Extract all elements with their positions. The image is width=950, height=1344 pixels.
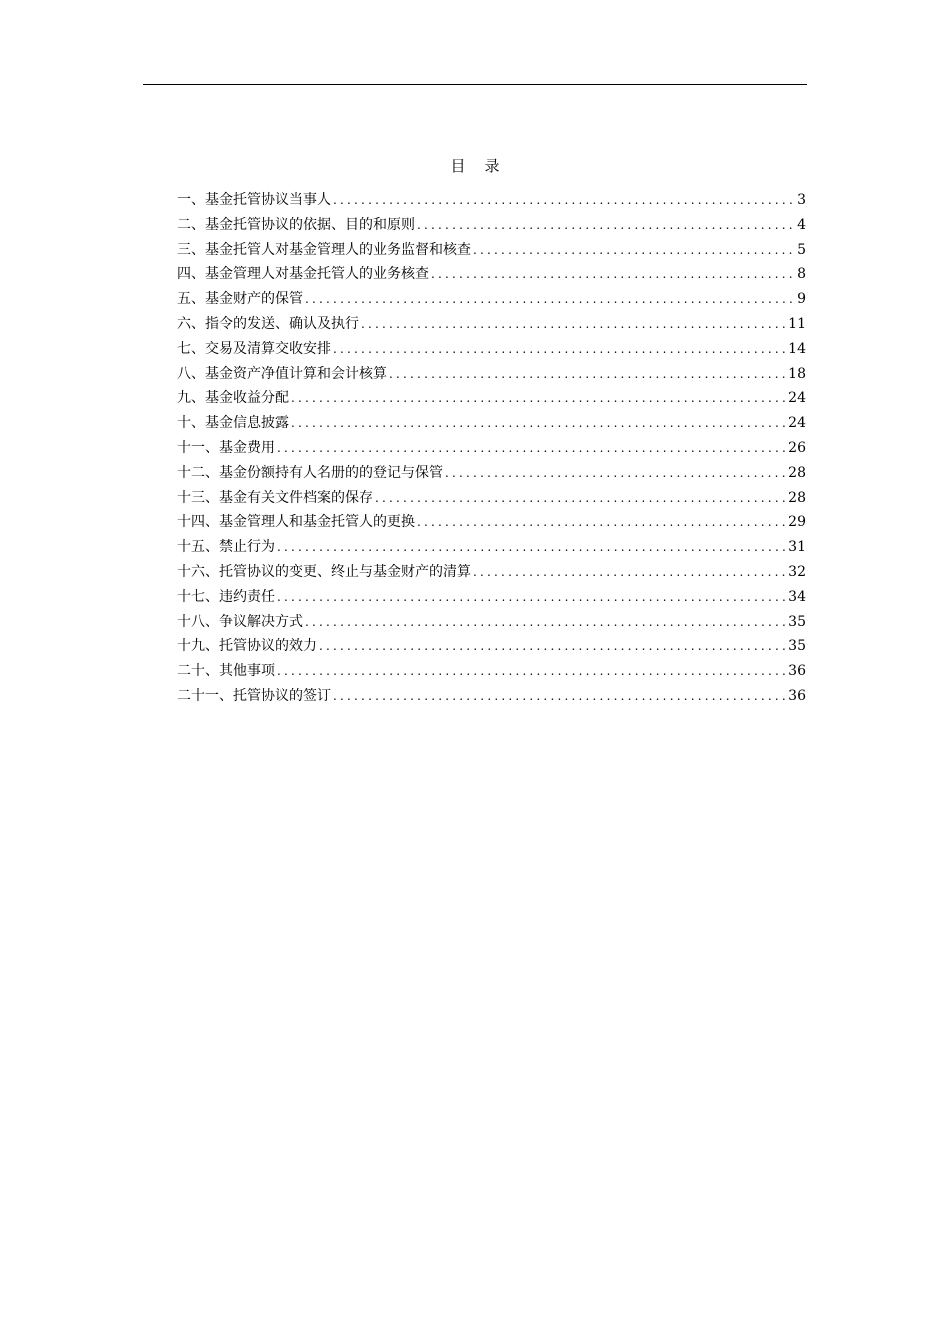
toc-entry-label: 十二、基金份额持有人名册的的登记与保管 <box>177 464 443 481</box>
toc-entry-label: 十五、禁止行为 <box>177 539 275 556</box>
toc-entry[interactable] <box>177 337 806 362</box>
toc-entry-page: 28 <box>788 489 806 506</box>
toc-entry[interactable] <box>177 287 806 312</box>
dot-leader <box>277 535 786 560</box>
toc-entry[interactable] <box>177 411 806 436</box>
toc-entry[interactable] <box>177 262 806 287</box>
toc-entry-label: 十六、托管协议的变更、终止与基金财产的清算 <box>177 563 471 580</box>
toc-entry[interactable] <box>177 535 806 560</box>
toc-entry-page: 35 <box>788 638 806 655</box>
table-of-contents <box>177 188 806 709</box>
toc-entry-page: 3 <box>797 192 806 208</box>
dot-leader <box>333 188 795 213</box>
toc-entry-page: 36 <box>788 663 806 680</box>
toc-entry-label: 十一、基金费用 <box>177 439 275 456</box>
dot-leader <box>375 486 786 511</box>
toc-entry-page: 29 <box>788 514 806 531</box>
toc-entry-page: 31 <box>788 539 806 556</box>
header-rule <box>143 84 807 85</box>
dot-leader <box>473 560 786 585</box>
toc-entry[interactable] <box>177 560 806 585</box>
toc-entry-page: 9 <box>797 291 806 308</box>
toc-entry-page: 5 <box>797 241 806 258</box>
dot-leader <box>291 386 786 411</box>
dot-leader <box>305 287 795 312</box>
toc-entry-label: 七、交易及清算交收安排 <box>177 340 331 357</box>
toc-entry-label: 四、基金管理人对基金托管人的业务核查 <box>177 266 429 283</box>
toc-entry[interactable] <box>177 510 806 535</box>
toc-entry-page: 26 <box>788 439 806 456</box>
toc-entry-page: 14 <box>788 340 806 357</box>
toc-entry[interactable] <box>177 238 806 263</box>
toc-entry[interactable] <box>177 684 806 709</box>
toc-entry-page: 32 <box>788 563 806 580</box>
toc-entry-label: 八、基金资产净值计算和会计核算 <box>177 365 387 382</box>
dot-leader <box>305 610 786 635</box>
toc-entry-label: 二十、其他事项 <box>177 663 275 680</box>
toc-entry[interactable] <box>177 659 806 684</box>
toc-entry[interactable] <box>177 585 806 610</box>
toc-entry-label: 十八、争议解决方式 <box>177 613 303 630</box>
toc-entry-label: 十、基金信息披露 <box>177 415 289 432</box>
dot-leader <box>319 634 786 659</box>
dot-leader <box>417 510 786 535</box>
dot-leader <box>473 238 795 263</box>
toc-entry-page: 4 <box>797 216 806 233</box>
toc-entry-page: 34 <box>788 588 806 605</box>
dot-leader <box>431 262 795 287</box>
dot-leader <box>445 461 786 486</box>
toc-entry-page: 18 <box>788 365 806 382</box>
toc-entry-page: 24 <box>788 390 806 407</box>
toc-entry-page: 8 <box>797 266 806 283</box>
dot-leader <box>277 436 786 461</box>
toc-entry[interactable] <box>177 461 806 486</box>
dot-leader <box>277 659 786 684</box>
dot-leader <box>333 337 786 362</box>
toc-entry-label: 一、基金托管协议当事人 <box>177 192 331 208</box>
toc-entry[interactable] <box>177 386 806 411</box>
toc-entry-label: 六、指令的发送、确认及执行 <box>177 315 359 332</box>
toc-entry-label: 二十一、托管协议的签订 <box>177 687 331 704</box>
toc-entry[interactable] <box>177 362 806 387</box>
toc-entry-page: 36 <box>788 687 806 704</box>
toc-entry-label: 十七、违约责任 <box>177 588 275 605</box>
toc-entry[interactable] <box>177 312 806 337</box>
toc-entry-label: 五、基金财产的保管 <box>177 291 303 308</box>
toc-entry[interactable] <box>177 634 806 659</box>
toc-entry[interactable] <box>177 188 806 213</box>
toc-entry[interactable] <box>177 486 806 511</box>
toc-entry-page: 35 <box>788 613 806 630</box>
toc-entry[interactable] <box>177 436 806 461</box>
toc-entry-label: 十四、基金管理人和基金托管人的更换 <box>177 514 415 531</box>
toc-entry-label: 十九、托管协议的效力 <box>177 638 317 655</box>
toc-entry-page: 11 <box>788 315 806 332</box>
dot-leader <box>389 362 786 387</box>
dot-leader <box>361 312 786 337</box>
toc-title: 目 录 <box>450 157 500 175</box>
toc-entry-label: 十三、基金有关文件档案的保存 <box>177 489 373 506</box>
dot-leader <box>291 411 786 436</box>
toc-entry-page: 28 <box>788 464 806 481</box>
dot-leader <box>333 684 786 709</box>
toc-entry[interactable] <box>177 213 806 238</box>
dot-leader <box>277 585 786 610</box>
toc-entry-label: 二、基金托管协议的依据、目的和原则 <box>177 216 415 233</box>
toc-entry-label: 三、基金托管人对基金管理人的业务监督和核查 <box>177 241 471 258</box>
toc-entry[interactable] <box>177 610 806 635</box>
toc-entry-page: 24 <box>788 415 806 432</box>
toc-entry-label: 九、基金收益分配 <box>177 390 289 407</box>
dot-leader <box>417 213 795 238</box>
